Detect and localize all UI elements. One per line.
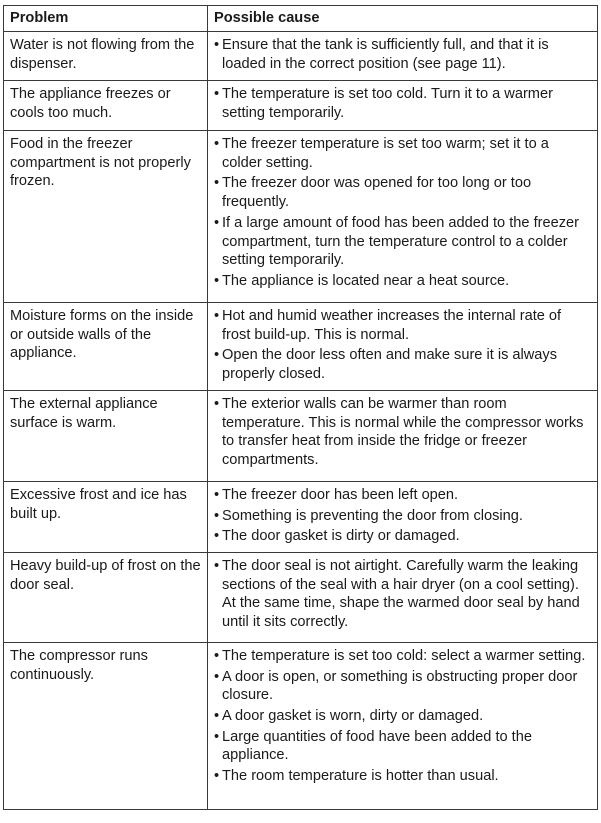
- cause-list: [214, 486, 591, 546]
- cause-item: • Hot and humid weather increases the internal rate of frost build-up. This is normal.: [214, 307, 591, 344]
- cause-item: • A door is open, or something is obstructing proper door closure.: [214, 668, 591, 705]
- header-row: [4, 6, 598, 32]
- cause-item: • The temperature is set too cold: select a warmer setting.: [214, 647, 591, 666]
- cause-cell: [208, 552, 598, 642]
- cause-item: • If a large amount of food has been added to the freezer compartment, turn the temperature control to a colder setting temporarily.: [214, 214, 591, 270]
- cause-item: • Something is preventing the door from closing.: [214, 507, 591, 526]
- cause-cell: [208, 303, 598, 391]
- table-row: [4, 131, 598, 303]
- cause-item: • The freezer temperature is set too warm; set it to a colder setting.: [214, 135, 591, 172]
- table-row: [4, 81, 598, 131]
- problem-cell: Moisture forms on the inside or outside walls of the appliance.: [4, 303, 208, 391]
- cause-item: • The freezer door has been left open.: [214, 486, 591, 505]
- cause-item: • The freezer door was opened for too long or too frequently.: [214, 174, 591, 211]
- troubleshooting-table: [3, 5, 598, 810]
- table-row: [4, 552, 598, 642]
- problem-cell: The compressor runs continuously.: [4, 642, 208, 809]
- cause-item: • Large quantities of food have been added to the appliance.: [214, 728, 591, 765]
- problem-cell: The appliance freezes or cools too much.: [4, 81, 208, 131]
- table-body: [4, 32, 598, 810]
- cause-list: [214, 135, 591, 291]
- cause-cell: [208, 131, 598, 303]
- cause-item: • The appliance is located near a heat source.: [214, 272, 591, 291]
- header-problem: Problem: [4, 6, 208, 32]
- table-row: [4, 390, 598, 481]
- cause-list: [214, 395, 591, 470]
- cause-item: • Ensure that the tank is sufficiently full, and that it is loaded in the correct position (see page 11).: [214, 36, 591, 73]
- table-row: [4, 481, 598, 552]
- cause-list: [214, 36, 591, 73]
- cause-list: [214, 557, 591, 632]
- cause-item: • A door gasket is worn, dirty or damaged.: [214, 707, 591, 726]
- table-row: [4, 32, 598, 81]
- cause-list: [214, 85, 591, 122]
- problem-cell: Water is not flowing from the dispenser.: [4, 32, 208, 81]
- problem-cell: The external appliance surface is warm.: [4, 390, 208, 481]
- cause-item: • The door seal is not airtight. Carefully warm the leaking sections of the seal with a hair dryer (on a cool setting). At the same time, shape the warmed door seal by hand until it sits correctly.: [214, 557, 591, 632]
- cause-item: • The exterior walls can be warmer than room temperature. This is normal while the compressor works to transfer heat from inside the fridge or freezer compartments.: [214, 395, 591, 470]
- cause-item: • The room temperature is hotter than usual.: [214, 767, 591, 786]
- cause-list: [214, 647, 591, 786]
- table-header: [4, 6, 598, 32]
- cause-cell: [208, 390, 598, 481]
- cause-item: • The door gasket is dirty or damaged.: [214, 527, 591, 546]
- cause-cell: [208, 32, 598, 81]
- cause-item: • The temperature is set too cold. Turn it to a warmer setting temporarily.: [214, 85, 591, 122]
- cause-list: [214, 307, 591, 384]
- table-row: [4, 642, 598, 809]
- problem-cell: Food in the freezer compartment is not properly frozen.: [4, 131, 208, 303]
- cause-cell: [208, 642, 598, 809]
- problem-cell: Heavy build-up of frost on the door seal.: [4, 552, 208, 642]
- cause-cell: [208, 81, 598, 131]
- cause-cell: [208, 481, 598, 552]
- cause-item: • Open the door less often and make sure it is always properly closed.: [214, 346, 591, 383]
- table-row: [4, 303, 598, 391]
- problem-cell: Excessive frost and ice has built up.: [4, 481, 208, 552]
- header-possible-cause: Possible cause: [208, 6, 598, 32]
